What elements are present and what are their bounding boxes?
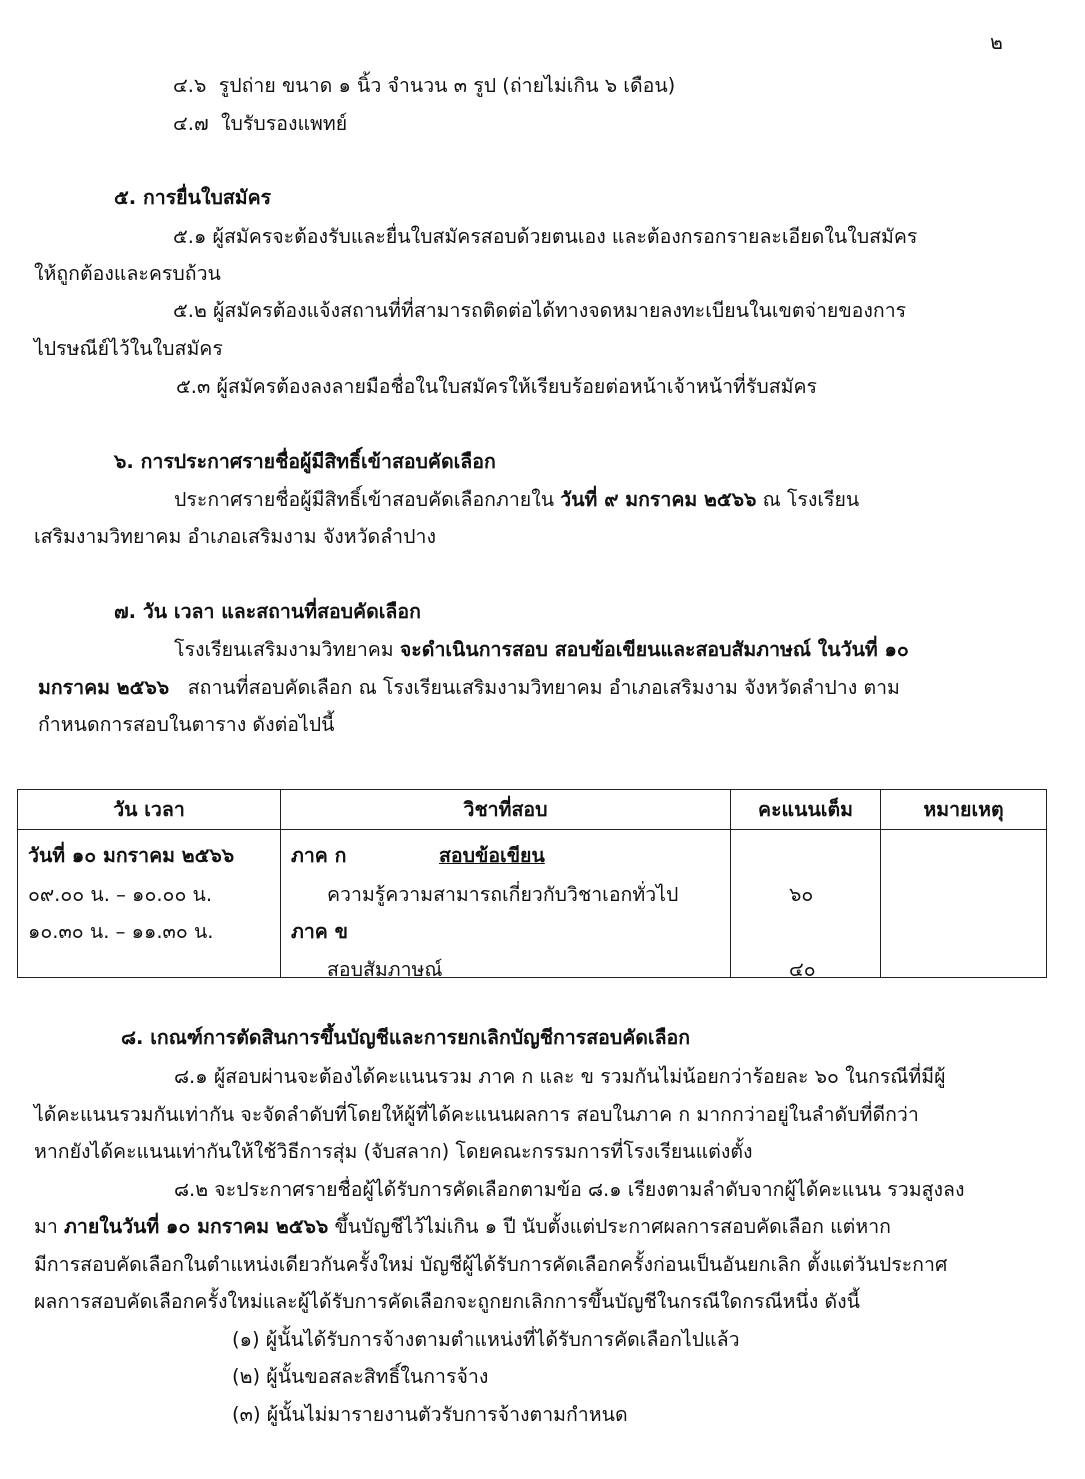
paragraph-line: กำหนดการสอบในตาราง ดังต่อไปนี้ [38, 713, 335, 736]
item-number: ๔.๖ [173, 74, 207, 97]
column-header: หมายเหตุ [881, 790, 1047, 830]
paragraph-line: ๕.๓ ผู้สมัครต้องลงลายมือชื่อในใบสมัครให้เรียบร้อยต่อหน้าเจ้าหน้าที่รับสมัคร [176, 375, 818, 398]
item-4-6 [173, 76, 675, 96]
emphasis-run: จะดำเนินการสอบ สอบข้อเขียนและสอบสัมภาษณ์ ในวันที่ ๑๐ [399, 638, 909, 661]
score-value: ๖๐ [789, 883, 814, 906]
paragraph-line: เสริมงามวิทยาคม อำเภอเสริมงาม จังหวัดลำปาง [34, 525, 436, 548]
score-value: ๔๐ [789, 958, 816, 981]
subject-name: ความรู้ความสามารถเกี่ยวกับวิชาเอกทั่วไป [327, 883, 679, 906]
paragraph-line [174, 490, 859, 510]
paragraph-line [34, 1217, 891, 1237]
exam-schedule-table [17, 789, 1047, 981]
column-header: วัน เวลา [18, 790, 281, 830]
item-number: ๔.๗ [173, 112, 209, 135]
paragraph-line: ผลการสอบคัดเลือกครั้งใหม่และผู้ได้รับการคัดเลือกจะถูกยกเลิกการขึ้นบัญชีในกรณีใดกรณีหนึ่ง ดังนี้ [34, 1290, 860, 1313]
table-row [18, 830, 1047, 978]
paragraph-line: มีการสอบคัดเลือกในตำแหน่งเดียวกันครั้งใหม่ บัญชีผู้ได้รับการคัดเลือกครั้งก่อนเป็นอันยกเลิก ตั้งแต่วันประกาศ [34, 1253, 948, 1276]
paragraph-line: ๕.๑ ผู้สมัครจะต้องรับและยื่นใบสมัครสอบด้วยตนเอง และต้องกรอกรายละเอียดในใบสมัคร [173, 225, 918, 248]
paragraph-line: ๘.๑ ผู้สอบผ่านจะต้องได้คะแนนรวม ภาค ก และ ข รวมกันไม่น้อยกว่าร้อยละ ๖๐ ในกรณีที่มีผู้ [174, 1065, 946, 1088]
exam-time: ๐๙.๐๐ น. – ๑๐.๐๐ น. [28, 883, 213, 906]
section-8-heading: ๘. เกณฑ์การตัดสินการขึ้นบัญชีและการยกเลิกบัญชีการสอบคัดเลือก [121, 1026, 691, 1049]
paragraph-line [174, 640, 909, 660]
paragraph-line: ๕.๒ ผู้สมัครต้องแจ้งสถานที่ที่สามารถติดต่อได้ทางจดหมายลงทะเบียนในเขตจ่ายของการ [173, 299, 907, 322]
part-label: ภาค ก [291, 844, 347, 867]
section-5-heading: ๕. การยื่นใบสมัคร [114, 186, 272, 209]
column-header: วิชาที่สอบ [281, 790, 731, 830]
item-4-7 [173, 114, 347, 134]
list-item: (๒) ผู้นั้นขอสละสิทธิ์ในการจ้าง [232, 1365, 489, 1388]
score-cell [731, 830, 881, 981]
paragraph-line: ไปรษณีย์ไว้ในใบสมัคร [34, 337, 223, 360]
part-label: ภาค ข [291, 920, 348, 943]
subject-name: สอบสัมภาษณ์ [327, 958, 443, 981]
subject-cell [281, 830, 731, 981]
section-7-heading: ๗. วัน เวลา และสถานที่สอบคัดเลือก [114, 600, 421, 623]
list-item: (๑) ผู้นั้นได้รับการจ้างตามตำแหน่งที่ได้รับการคัดเลือกไปแล้ว [232, 1328, 740, 1351]
remark-cell [881, 830, 1047, 978]
date-emphasis: มกราคม ๒๕๖๖ [38, 676, 170, 699]
item-text: ใบรับรองแพทย์ [221, 112, 348, 135]
date-time-cell [18, 830, 281, 978]
text-run: มา [34, 1215, 58, 1238]
text-run: โรงเรียนเสริมงามวิทยาคม [174, 638, 394, 661]
exam-time: ๑๐.๓๐ น. – ๑๑.๓๐ น. [28, 920, 214, 943]
text-run: ประกาศรายชื่อผู้มีสิทธิ์เข้าสอบคัดเลือกภายใน [174, 488, 555, 511]
paragraph-line [38, 678, 900, 698]
text-run: สถานที่สอบคัดเลือก ณ โรงเรียนเสริมงามวิทยาคม อำเภอเสริมงาม จังหวัดลำปาง ตาม [187, 676, 900, 699]
column-header: คะแนนเต็ม [731, 790, 881, 830]
date-emphasis: วันที่ ๙ มกราคม ๒๕๖๖ [560, 488, 757, 511]
page-number: ๒ [990, 31, 1003, 54]
table-header-row [18, 790, 1047, 830]
exam-date: วันที่ ๑๐ มกราคม ๒๕๖๖ [28, 844, 235, 867]
text-run: ขึ้นบัญชีไว้ไม่เกิน ๑ ปี นับตั้งแต่ประกาศผลการสอบคัดเลือก แต่หาก [334, 1215, 891, 1238]
list-item: (๓) ผู้นั้นไม่มารายงานตัวรับการจ้างตามกำหนด [232, 1403, 628, 1426]
date-emphasis: ภายในวันที่ ๑๐ มกราคม ๒๕๖๖ [64, 1215, 329, 1238]
paragraph-line: ได้คะแนนรวมกันเท่ากัน จะจัดลำดับที่โดยให้ผู้ที่ได้คะแนนผลการ สอบในภาค ก มากกว่าอยู่ในลำดับที่ดีกว่า [34, 1103, 919, 1126]
item-text: รูปถ่าย ขนาด ๑ นิ้ว จำนวน ๓ รูป (ถ่ายไม่เกิน ๖ เดือน) [218, 74, 676, 97]
section-6-heading: ๖. การประกาศรายชื่อผู้มีสิทธิ์เข้าสอบคัดเลือก [114, 450, 496, 473]
text-run: ณ โรงเรียน [762, 488, 860, 511]
paragraph-line: ๘.๒ จะประกาศรายชื่อผู้ได้รับการคัดเลือกตามข้อ ๘.๑ เรียงตามลำดับจากผู้ได้คะแนน รวมสูงลง [174, 1178, 965, 1201]
part-title: สอบข้อเขียน [439, 844, 545, 867]
paragraph-line: หากยังได้คะแนนเท่ากันให้ใช้วิธีการสุ่ม (จับสลาก) โดยคณะกรรมการที่โรงเรียนแต่งตั้ง [34, 1140, 753, 1163]
paragraph-line: ให้ถูกต้องและครบถ้วน [34, 262, 221, 285]
